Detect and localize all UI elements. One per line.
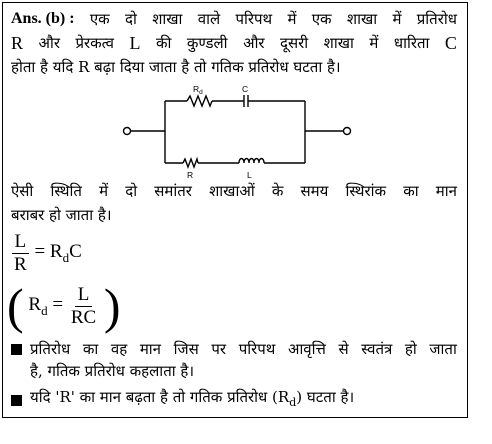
bullet-1-line-1-word: मान xyxy=(139,340,161,358)
answer-line-2-word: और xyxy=(38,34,60,52)
resistor-r-symbol xyxy=(183,159,198,167)
equation1-rhs: = $R_dC$ xyxy=(34,241,82,265)
bullet-1-line-1-word: प्रतिरोध xyxy=(30,340,71,358)
right-paren: ) xyxy=(103,278,121,334)
equation-time-constant xyxy=(11,231,82,276)
answer-line-2-word: धारिता xyxy=(393,34,430,52)
bullet-square-icon xyxy=(11,395,22,406)
answer-line-2-word: की xyxy=(155,34,172,52)
inductor-coil-symbol xyxy=(239,159,264,164)
answer-line-2-word: L xyxy=(129,33,141,53)
answer-line-1-word: एक xyxy=(311,10,332,28)
answer-box xyxy=(2,2,468,418)
fraction-l-over-rc: $\frac{L}{RC}$ xyxy=(70,283,97,328)
answer-line-2-word: C xyxy=(444,33,457,53)
inductor-label: L xyxy=(247,170,252,179)
answer-line-2-word: दूसरी xyxy=(280,34,309,52)
rd-label: $R_d$ xyxy=(193,84,203,96)
parallel-circuit-diagram xyxy=(117,83,357,179)
bullet-1-line-1-word: से xyxy=(338,340,349,358)
bullet-1-line-1 xyxy=(11,339,457,359)
para2-line-1-word: ऐसी xyxy=(11,182,34,200)
resistor-r-label: R xyxy=(187,170,194,179)
para2-line-1-word: के xyxy=(271,182,284,200)
answer-line-1-word: में xyxy=(392,10,402,28)
bullet-1-line-2: है, गतिक प्रतिरोध कहलाता है। xyxy=(30,362,195,380)
left-paren: ( xyxy=(7,278,24,334)
bullet-1-line-1-word: पर xyxy=(211,340,227,358)
answer-line-2-word: में xyxy=(369,34,379,52)
answer-line-1-word: शाखा xyxy=(346,10,378,28)
answer-line-2-word: कुण्डली xyxy=(186,34,228,52)
right-terminal xyxy=(344,128,351,135)
answer-line-1-word: में xyxy=(287,10,297,28)
para2-line-2: बराबर हो जाता है। xyxy=(11,206,112,224)
answer-line-1-word: प्रतिरोध xyxy=(416,10,457,28)
equation-dynamic-resistance xyxy=(7,278,121,334)
bullet-1-line-1-word: स्वतंत्र xyxy=(361,340,393,358)
fraction-l-over-r: $\frac{L}{R}$ xyxy=(11,231,30,276)
answer-line-1-word: परिपथ xyxy=(235,10,273,28)
answer-line-1-word: वाले xyxy=(197,10,221,28)
bullet-square-icon xyxy=(11,344,22,355)
para2-line-1-word: दो xyxy=(125,182,138,200)
para2-line-1-word: समय xyxy=(300,182,329,200)
bullet-2-line xyxy=(11,387,457,413)
para2-line-1-word: समांतर xyxy=(154,182,192,200)
bullet-2-text: यदि 'R' का मान बढ़ता है तो गतिक प्रतिरोध $(R_d)$ घटता है। xyxy=(30,388,355,409)
answer-line-3: होता है यदि R बढ़ा दिया जाता है तो गतिक प्रतिरोध घटता है। xyxy=(11,58,341,76)
answer-line-1-word: शाखा xyxy=(152,10,183,28)
bullet-1-line-1-word: जिस xyxy=(173,340,199,358)
bullet-1-line-1-word: आवृत्ति xyxy=(287,340,326,358)
capacitor-label: C xyxy=(242,84,249,94)
bullet-1-text xyxy=(30,339,457,359)
para2-line-1-word: मान xyxy=(435,182,457,200)
para2-line-1-word: शाखाओं xyxy=(209,182,255,200)
answer-line-1-word: दो xyxy=(125,10,137,28)
answer-line-2-word: R xyxy=(11,33,24,53)
answer-label: Ans. (b) : xyxy=(11,10,75,27)
answer-line-1-word: एक xyxy=(89,10,110,28)
bullet-1-line-1-word: का xyxy=(82,340,99,358)
answer-line-1 xyxy=(11,9,457,29)
para2-line-1-word: स्थिति xyxy=(50,182,82,200)
answer-line-2-word: और xyxy=(243,34,265,52)
bullet-1-line-1-word: वह xyxy=(110,340,128,358)
answer-line-2-word: शाखा xyxy=(323,34,354,52)
left-terminal xyxy=(124,128,131,135)
answer-line-2-word: प्रेरकत्व xyxy=(75,34,114,52)
answer-line-2 xyxy=(11,33,457,53)
bullet-1-line-1-word: परिपथ xyxy=(238,340,276,358)
resistor-rd-symbol xyxy=(187,96,212,106)
para2-line-1-word: में xyxy=(99,182,109,200)
para2-line-1-word: स्थिरांक xyxy=(345,182,387,200)
bullet-1-line-1-word: जाता xyxy=(429,340,457,358)
bullet-1-line-1-word: हो xyxy=(404,340,417,358)
para2-line-1 xyxy=(11,181,457,201)
equation2-lhs: $R_d$ = xyxy=(28,293,64,318)
para2-line-1-word: का xyxy=(403,182,419,200)
